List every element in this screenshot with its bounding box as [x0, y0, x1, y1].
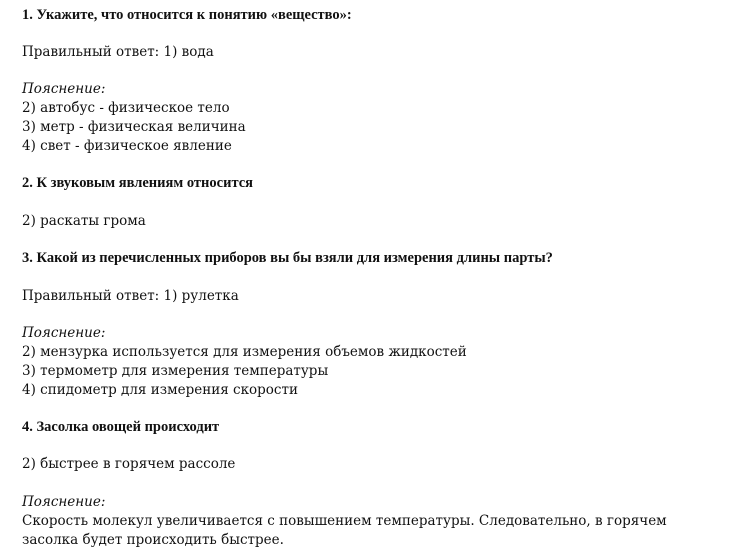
explanation-line: 4) спидометр для измерения скорости	[22, 382, 298, 398]
question-4: 4. Засолка овощей происходит	[22, 419, 220, 435]
answer-2: 2) раскаты грома	[22, 213, 146, 229]
explanation-title-1: Пояснение:	[22, 81, 106, 97]
explanation-title-3: Пояснение:	[22, 325, 106, 341]
answer-1: Правильный ответ: 1) вода	[22, 44, 214, 60]
explanation-line: засолка будет происходить быстрее.	[22, 532, 284, 548]
question-1: 1. Укажите, что относится к понятию «вещество»:	[22, 7, 352, 23]
explanation-line: Скорость молекул увеличивается с повышением температуры. Следовательно, в горячем	[22, 513, 667, 529]
answer-4: 2) быстрее в горячем рассоле	[22, 456, 236, 472]
explanation-line: 2) автобус - физическое тело	[22, 100, 230, 116]
explanation-line: 4) свет - физическое явление	[22, 138, 232, 154]
question-2: 2. К звуковым явлениям относится	[22, 175, 254, 191]
explanation-line: 2) мензурка используется для измерения объемов жидкостей	[22, 344, 467, 360]
explanation-line: 3) термометр для измерения температуры	[22, 363, 329, 379]
explanation-line: 3) метр - физическая величина	[22, 119, 246, 135]
explanation-title-4: Пояснение:	[22, 494, 106, 510]
question-3: 3. Какой из перечисленных приборов вы бы взяли для измерения длины парты?	[22, 250, 553, 266]
answer-3: Правильный ответ: 1) рулетка	[22, 288, 239, 304]
